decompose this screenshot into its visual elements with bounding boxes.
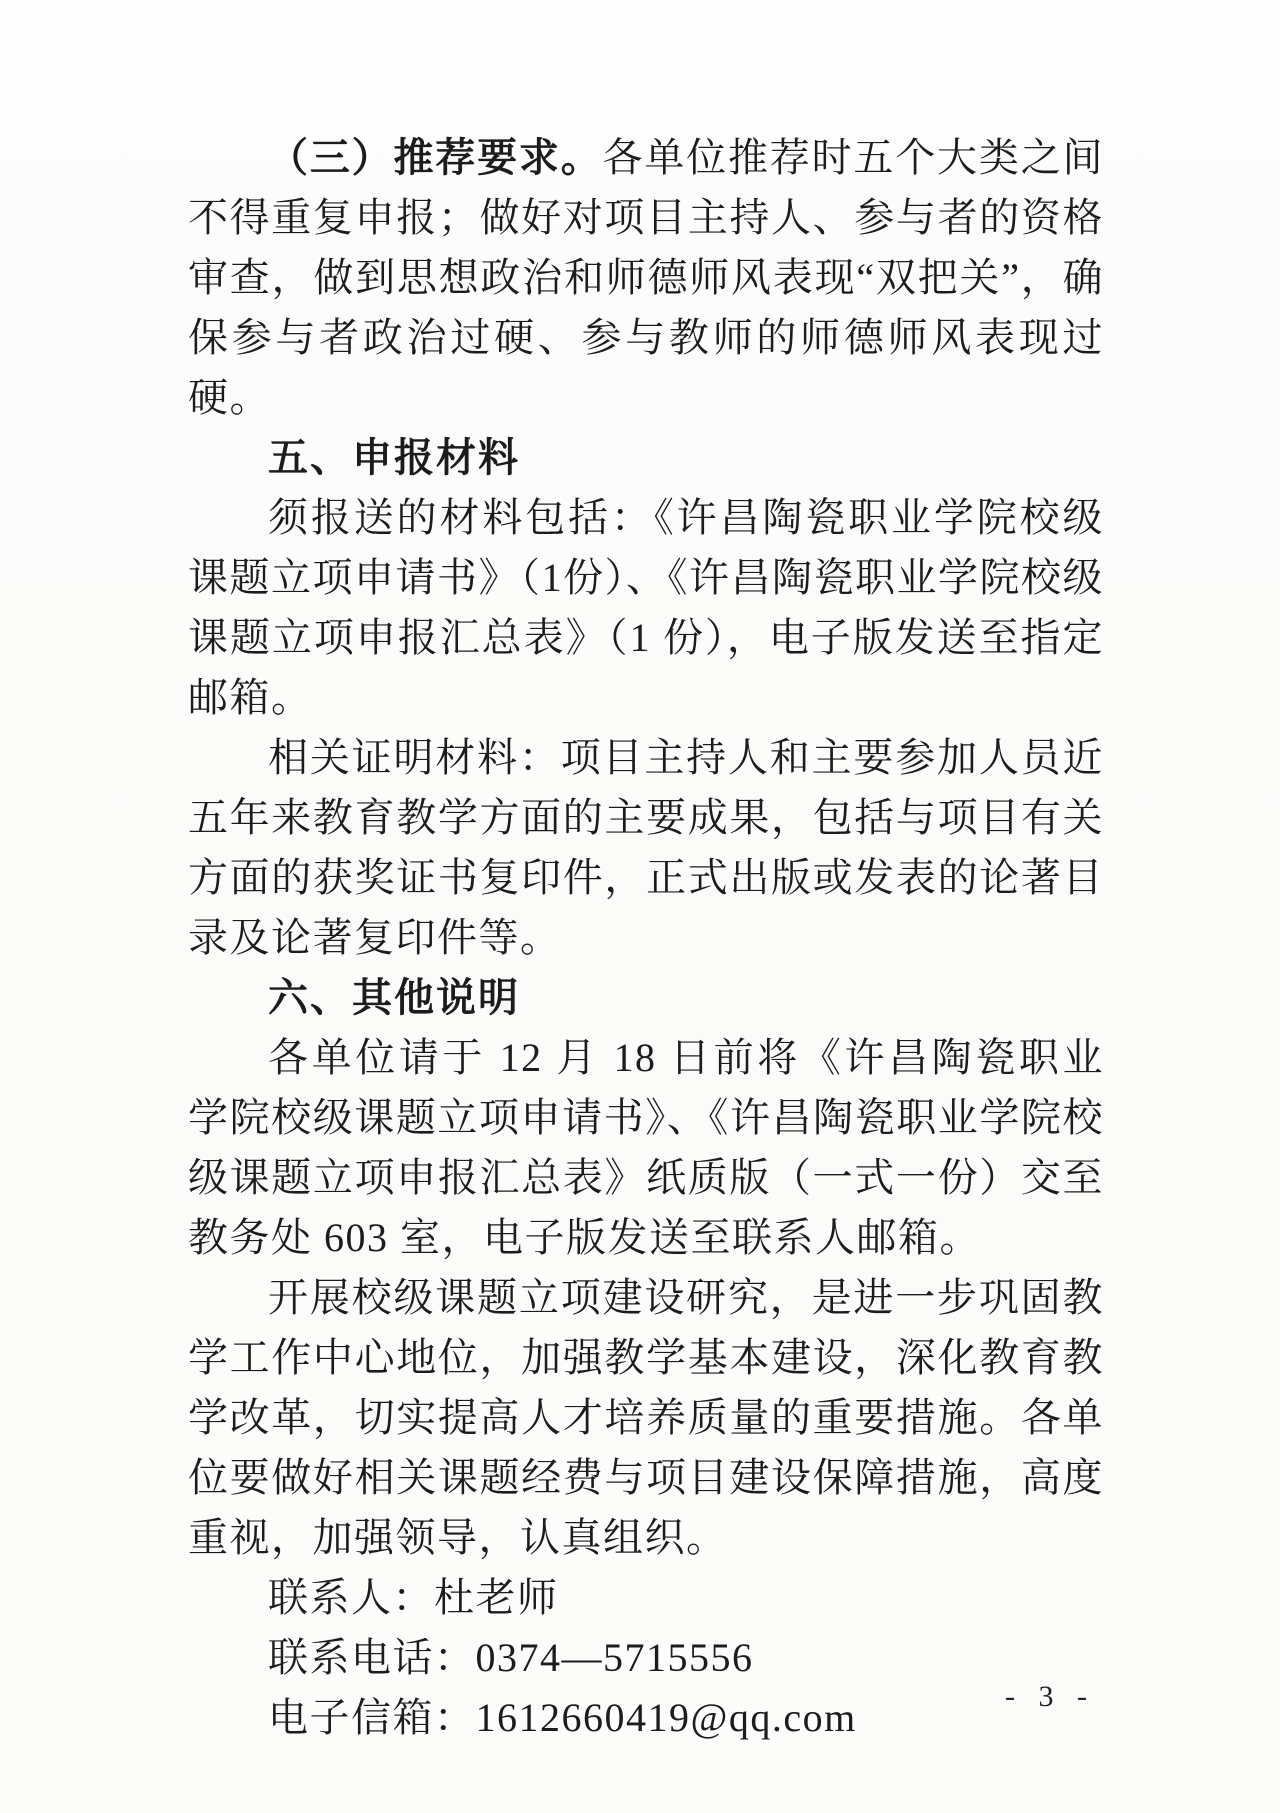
- para-materials-to-submit: 须报送的材料包括：《许昌陶瓷职业学院校级课题立项申请书》（1份）、《许昌陶瓷职业学院校级课题立项申报汇总表》（1 份），电子版发送至指定邮箱。: [188, 495, 1104, 720]
- page-number: - 3 -: [1005, 1680, 1095, 1713]
- heading-section-5-application-materials: 五、申报材料: [268, 436, 520, 480]
- heading-section-6-other-notes: 六、其他说明: [268, 976, 520, 1020]
- para-project-significance: 开展校级课题立项建设研究，是进一步巩固教学工作中心地位，加强教学基本建设，深化教育教学改革，切实提高人才培养质量的重要措施。各单位要做好相关课题经费与项目建设保障措施，高度重视，加强领导，认真组织。: [188, 1275, 1104, 1560]
- para-recommendation-requirements-lead: （三）推荐要求。: [268, 135, 603, 180]
- document-body: [188, 128, 1104, 1748]
- contact-email-line: 电子信箱：1612660419@qq.com: [268, 1695, 857, 1740]
- para-recommendation-requirements: [188, 128, 1104, 428]
- contact-person-line: 联系人：杜老师: [268, 1575, 559, 1620]
- para-recommendation-requirements-text: 各单位推荐时五个大类之间不得重复申报；做好对项目主持人、参与者的资格审查，做到思想政治和师德师风表现“双把关”，确保参与者政治过硬、参与教师的师德师风表现过硬。: [188, 135, 1105, 420]
- para-submission-deadline: 各单位请于 12 月 18 日前将《许昌陶瓷职业学院校级课题立项申请书》、《许昌陶瓷职业学院校级课题立项申报汇总表》纸质版（一式一份）交至教务处 603 室，电子版发送至联系人邮箱。: [188, 1035, 1104, 1260]
- para-supporting-materials: 相关证明材料：项目主持人和主要参加人员近五年来教育教学方面的主要成果，包括与项目有关方面的获奖证书复印件，正式出版或发表的论著目录及论著复印件等。: [188, 735, 1104, 960]
- contact-phone-line: 联系电话：0374—5715556: [268, 1635, 754, 1680]
